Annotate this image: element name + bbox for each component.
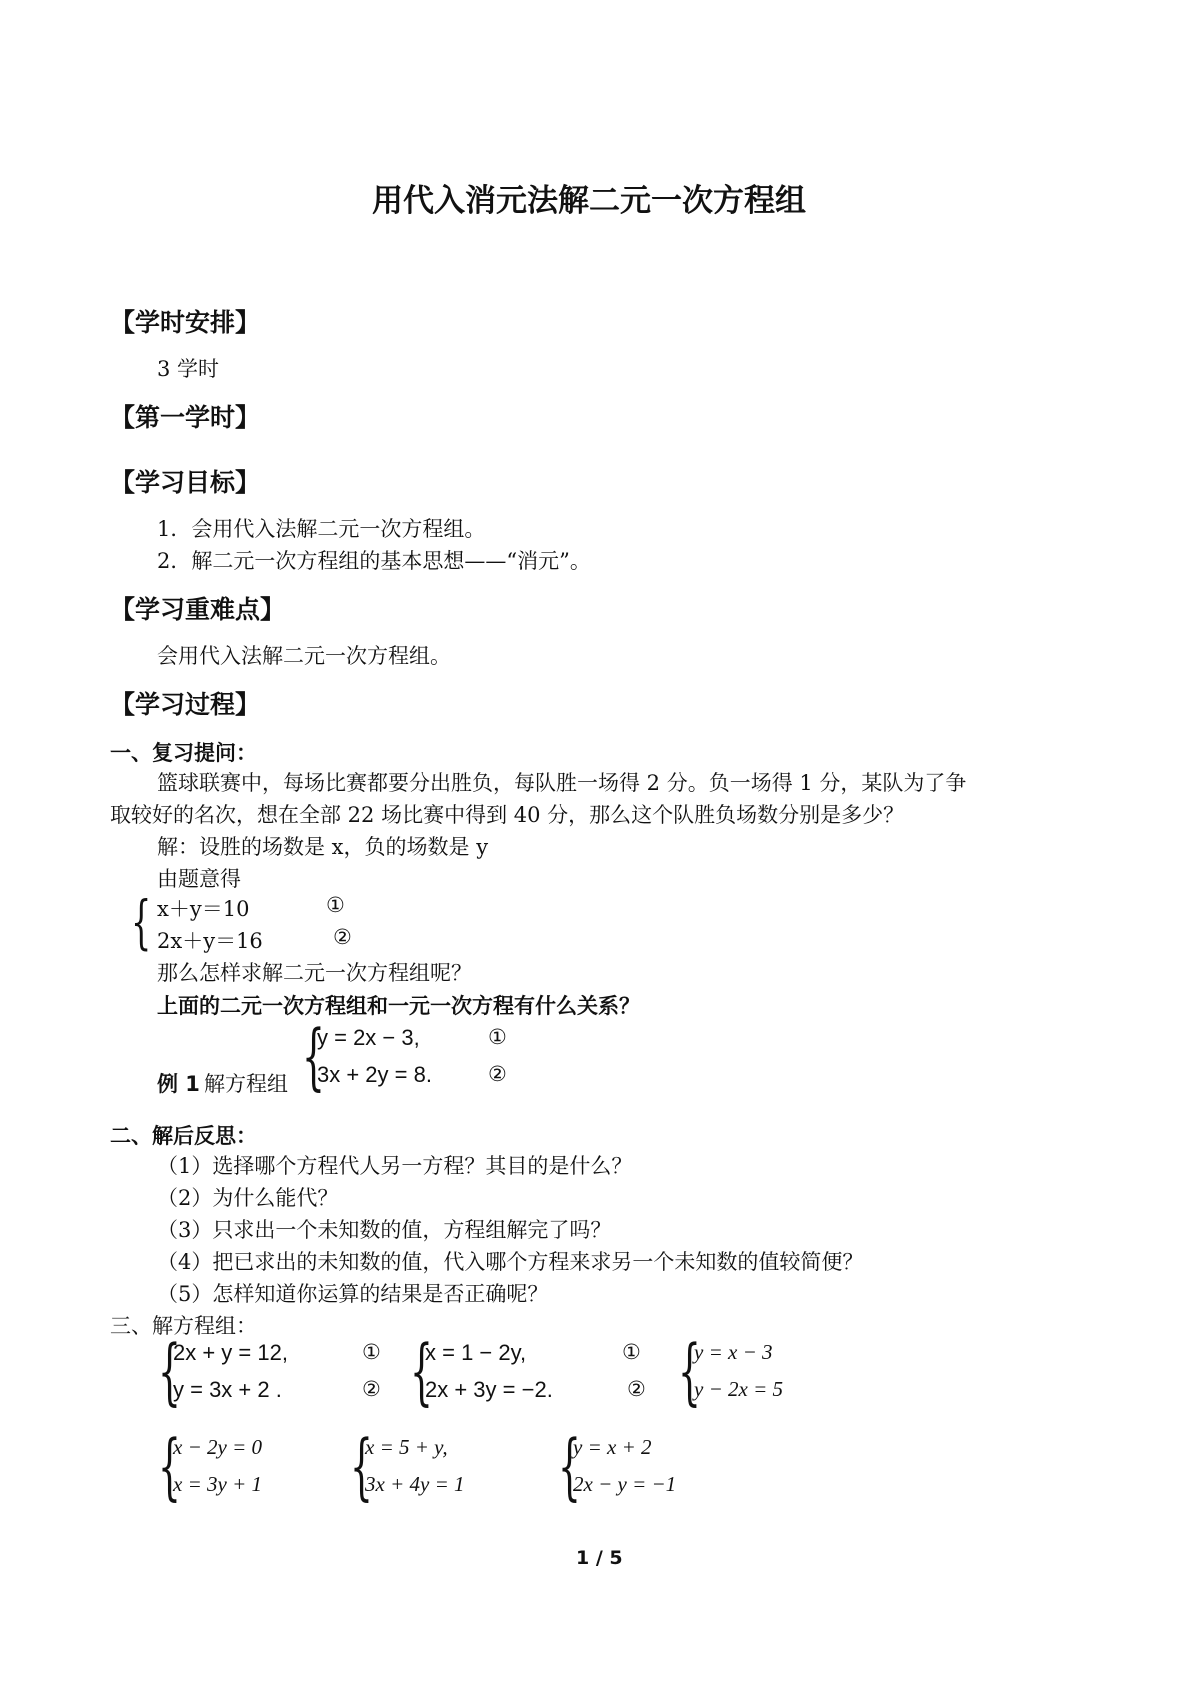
left-brace: { <box>350 1424 373 1508</box>
lesson-one-heading: 【第一学时】 <box>110 403 261 432</box>
equation-marker: ① <box>326 893 345 917</box>
equation-1: x＋y＝10 <box>157 897 250 921</box>
key-points-heading: 【学习重难点】 <box>110 595 286 624</box>
setup-line: 由题意得 <box>157 867 241 891</box>
left-brace: { <box>410 1329 433 1413</box>
review-label: 一、复习提问： <box>110 741 257 765</box>
equation-marker: ② <box>362 1377 381 1401</box>
left-brace: { <box>302 1014 325 1098</box>
solution-line: 解：设胜的场数是 x，负的场数是 y <box>157 835 489 859</box>
review-paragraph: 取较好的名次，想在全部 22 场比赛中得到 40 分，那么这个队胜负场数分别是多少？ <box>110 803 905 827</box>
bold-question: 上面的二元一次方程组和一元一次方程有什么关系？ <box>157 994 640 1018</box>
equation-2: 2x＋y＝16 <box>157 929 263 953</box>
exercise-equation: 2x + y = 12, <box>173 1340 288 1365</box>
exercise-equation: x − 2y = 0 <box>173 1435 262 1459</box>
schedule-text: 3 学时 <box>157 357 220 381</box>
example-equation-1: y = 2x − 3, <box>317 1025 420 1050</box>
exercise-equation: y = x − 3 <box>694 1340 773 1364</box>
reflection-item: （3）只求出一个未知数的值，方程组解完了吗？ <box>157 1218 612 1242</box>
equation-marker: ② <box>333 925 352 949</box>
left-brace: { <box>131 888 152 956</box>
left-brace: { <box>158 1329 181 1413</box>
equation-marker: ① <box>622 1340 641 1364</box>
exercise-equation: 2x + 3y = −2. <box>425 1377 553 1402</box>
equation-marker: ① <box>362 1340 381 1364</box>
review-paragraph: 篮球联赛中，每场比赛都要分出胜负，每队胜一场得 2 分。负一场得 1 分，某队为了争 <box>157 771 967 795</box>
exercise-equation: 2x − y = −1 <box>573 1472 677 1496</box>
left-brace: { <box>558 1424 581 1508</box>
page-number: 1 / 5 <box>576 1547 623 1569</box>
left-brace: { <box>678 1329 701 1413</box>
reflection-item: （4）把已求出的未知数的值，代入哪个方程来求另一个未知数的值较简便？ <box>157 1250 864 1274</box>
exercise-equation: x = 5 + y, <box>365 1435 448 1459</box>
equation-marker: ② <box>627 1377 646 1401</box>
example-text: 解方程组 <box>204 1072 288 1096</box>
equation-marker: ① <box>488 1025 507 1049</box>
equation-marker: ② <box>488 1062 507 1086</box>
reflection-label: 二、解后反思： <box>110 1124 257 1148</box>
process-heading: 【学习过程】 <box>110 690 261 719</box>
objective-item: 2．解二元一次方程组的基本思想——“消元”。 <box>157 549 591 573</box>
schedule-heading: 【学时安排】 <box>110 308 261 337</box>
exercise-equation: y − 2x = 5 <box>694 1377 783 1401</box>
reflection-item: （5）怎样知道你运算的结果是否正确呢？ <box>157 1282 549 1306</box>
exercise-equation: 3x + 4y = 1 <box>365 1472 465 1496</box>
page-title: 用代入消元法解二元一次方程组 <box>372 183 806 219</box>
example-label: 例 1 <box>157 1072 200 1096</box>
exercise-equation: x = 1 − 2y, <box>425 1340 527 1365</box>
reflection-item: （2）为什么能代？ <box>157 1186 339 1210</box>
exercise-equation: y = x + 2 <box>573 1435 652 1459</box>
exercise-equation: y = 3x + 2 . <box>173 1377 282 1402</box>
question-line: 那么怎样求解二元一次方程组呢？ <box>157 961 472 985</box>
objective-item: 1．会用代入法解二元一次方程组。 <box>157 517 486 541</box>
reflection-item: （1）选择哪个方程代人另一方程？其目的是什么？ <box>157 1154 633 1178</box>
exercise-equation: x = 3y + 1 <box>173 1472 262 1496</box>
left-brace: { <box>158 1424 181 1508</box>
objectives-heading: 【学习目标】 <box>110 468 261 497</box>
exercises-label: 三、解方程组： <box>110 1314 257 1338</box>
example-equation-2: 3x + 2y = 8. <box>317 1062 432 1087</box>
key-points-text: 会用代入法解二元一次方程组。 <box>157 644 451 668</box>
